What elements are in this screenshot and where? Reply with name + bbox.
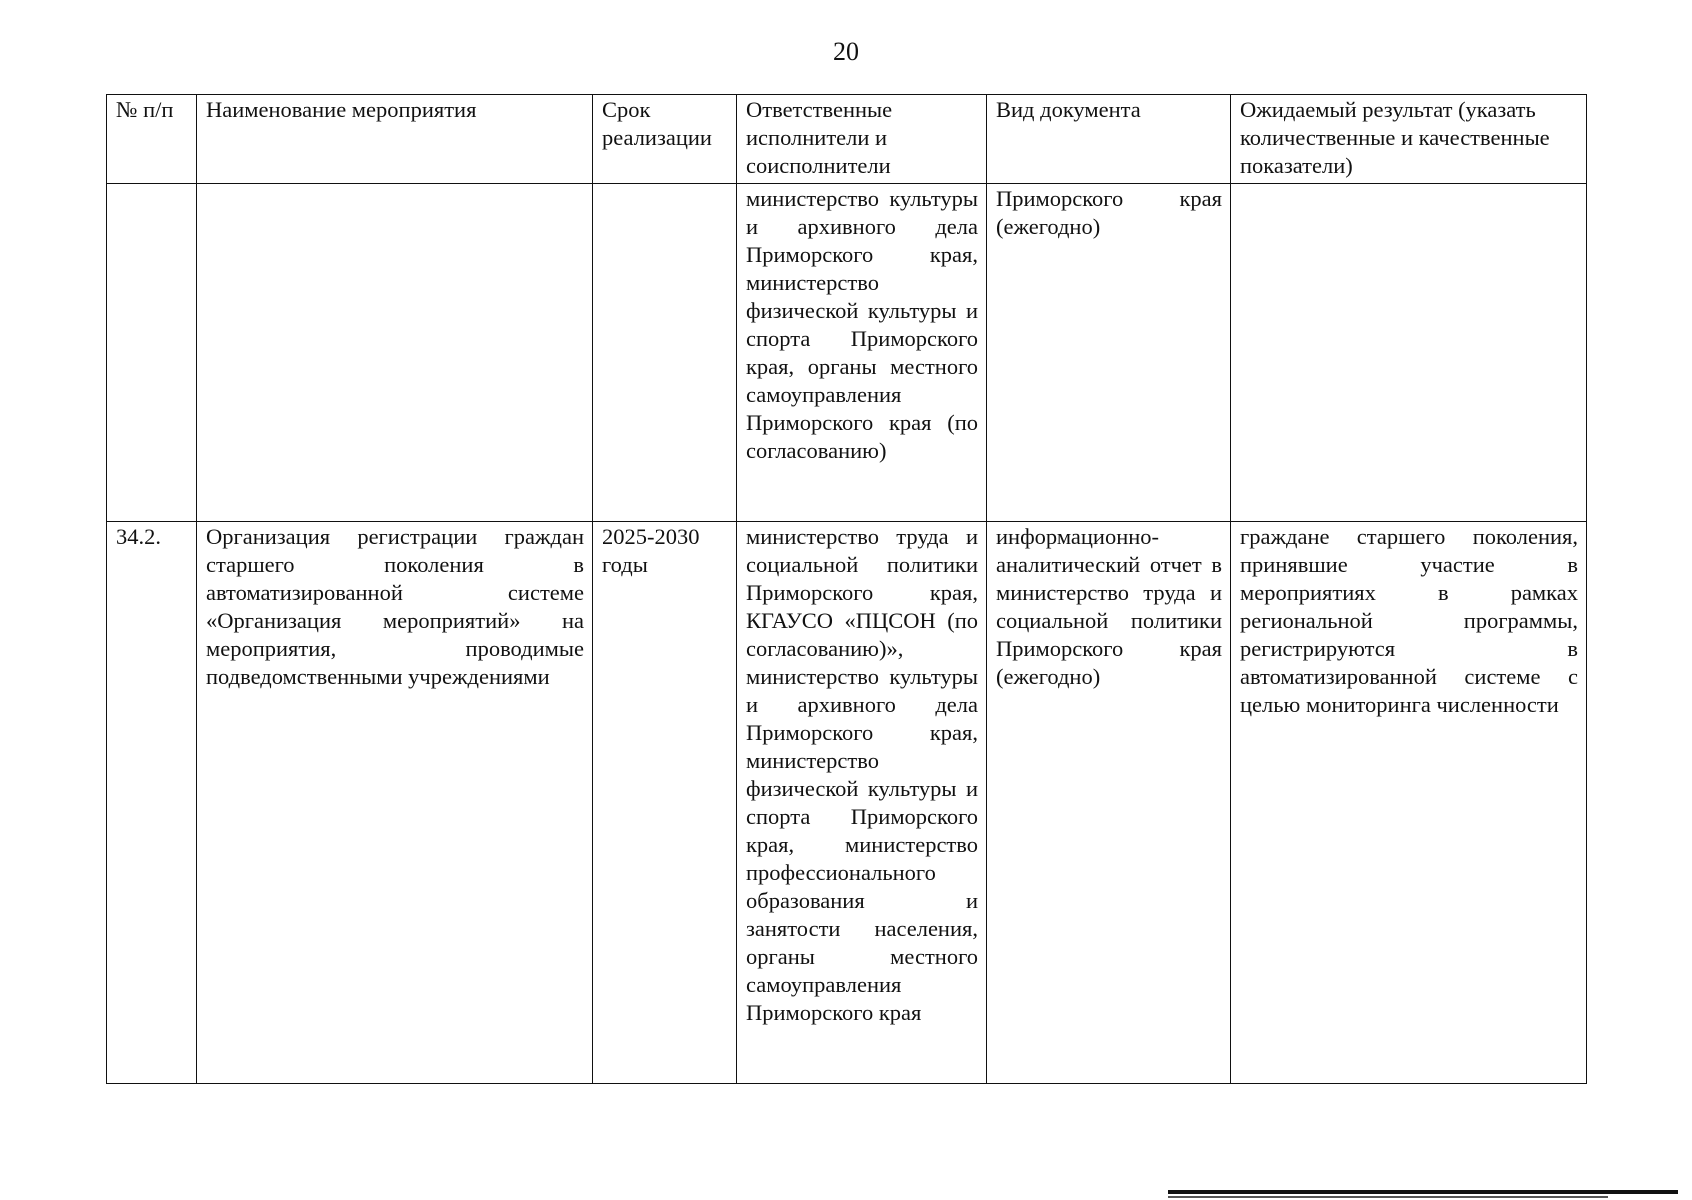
cell-activity-name: Организация регистрации граждан старшего поколения в автоматизированной системе «Организация мероприятий» на мероприятия, проводимые подведомственными учреждениями <box>197 522 593 1084</box>
cell-document-type: Приморского края (ежегодно) <box>987 184 1231 522</box>
cell-activity-name <box>197 184 593 522</box>
header-term: Срок реализации <box>593 95 737 184</box>
table-row-34-2 <box>107 522 1587 1084</box>
table-row-continuation <box>107 184 1587 522</box>
cell-responsible: министерство труда и социальной политики Приморского края, КГАУСО «ПЦСОН (по согласованию)», министерство культуры и архивного дела Приморского края, министерство физической культуры и спорта Приморского края, министерство профессионального образования и занятости населения, органы местного самоуправления Приморского края <box>737 522 987 1084</box>
cell-number: 34.2. <box>107 522 197 1084</box>
activities-table <box>106 94 1587 1084</box>
header-document-type: Вид документа <box>987 95 1231 184</box>
header-number: № п/п <box>107 95 197 184</box>
table-header-row <box>107 95 1587 184</box>
cell-expected-result: граждане старшего поколения, принявшие участие в мероприятиях в рамках региональной программы, регистрируются в автоматизированной системе с целью мониторинга численности <box>1231 522 1587 1084</box>
cell-document-type: информационно-аналитический отчет в министерство труда и социальной политики Приморского края (ежегодно) <box>987 522 1231 1084</box>
cell-responsible: министерство культуры и архивного дела Приморского края, министерство физической культуры и спорта Приморского края, органы местного самоуправления Приморского края (по согласованию) <box>737 184 987 522</box>
footer-rule-thin <box>1168 1196 1608 1198</box>
cell-expected-result <box>1231 184 1587 522</box>
header-responsible: Ответственные исполнители и соисполнители <box>737 95 987 184</box>
header-activity-name: Наименование мероприятия <box>197 95 593 184</box>
header-expected-result: Ожидаемый результат (указать количественные и качественные показатели) <box>1231 95 1587 184</box>
cell-term: 2025-2030 годы <box>593 522 737 1084</box>
page-number: 20 <box>833 37 859 66</box>
cell-number <box>107 184 197 522</box>
cell-term <box>593 184 737 522</box>
footer-rule <box>1168 1190 1678 1194</box>
